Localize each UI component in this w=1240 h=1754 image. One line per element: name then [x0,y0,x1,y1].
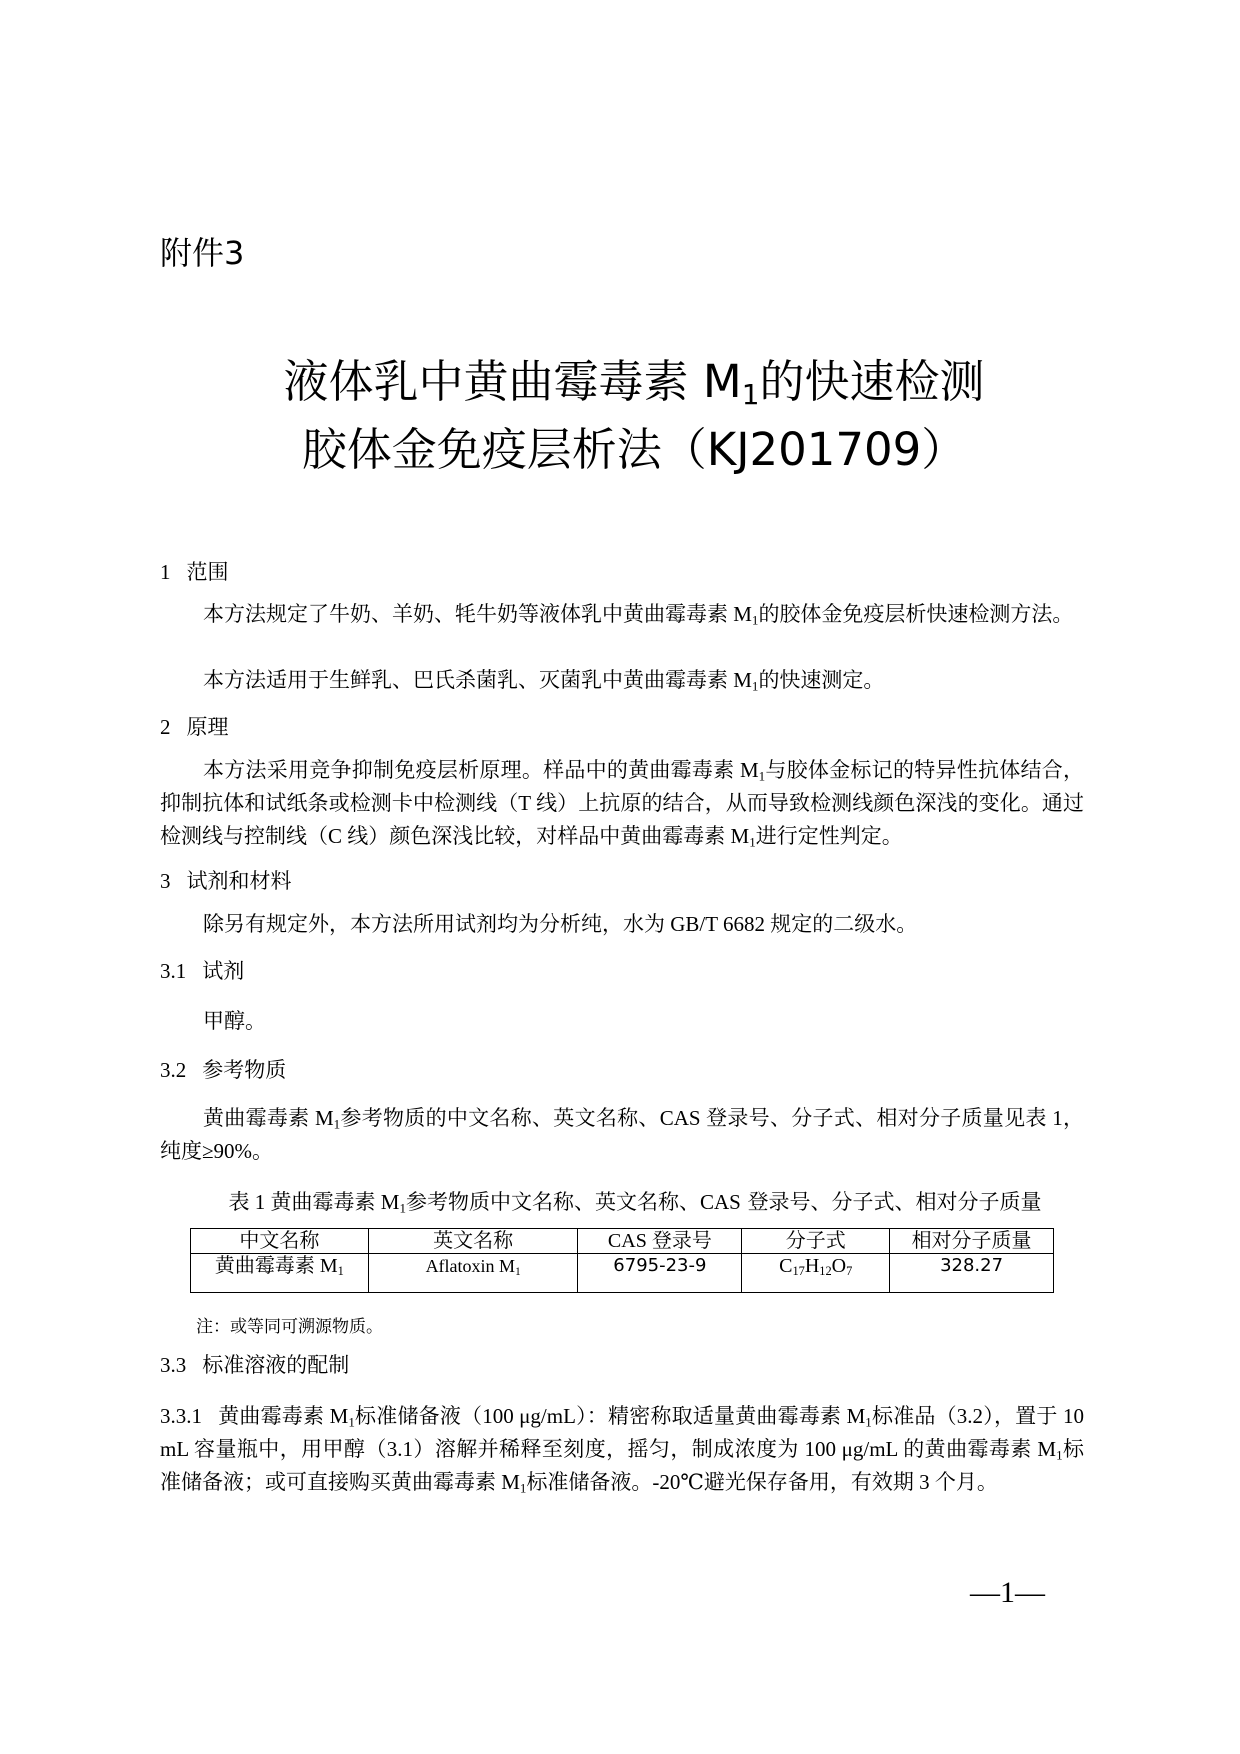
section-heading-3-2: 3.2 参考物质 [160,1058,287,1082]
table-header-cell: 英文名称 [368,1229,578,1254]
attachment-label: 附件3 [160,234,245,272]
section-3-2-paragraph: 黄曲霉毒素 $M_1$参考物质的中文名称、英文名称、CAS 登录号、分子式、相对分子质量见表 1，纯度≥90%。 [160,1106,1084,1163]
table-header-cell: 分子式 [742,1229,890,1254]
section-3-1-paragraph: 甲醇。 [203,1009,266,1033]
section-heading-3-1: 3.1 试剂 [160,959,245,983]
cell-formula: $C_{17}H_{12}O_7$ [742,1254,890,1293]
section-heading-2: 2 原理 [160,715,229,739]
section-2-paragraph-1: 本方法采用竞争抑制免疫层析原理。样品中的黄曲霉毒素 $M_1$与胶体金标记的特异性抗体结合，抑制抗体和试纸条或检测卡中检测线（T 线）上抗原的结合，从而导致检测线颜色深浅的变化。通过检测线与控制线（C 线）颜色深浅比较，对样品中黄曲霉毒素 $M_1$进行定性判定。 [160,758,1085,850]
cell-molecular-mass: 328.27 [890,1254,1054,1293]
cell-chinese-name: 黄曲霉毒素 $M_1$ [191,1254,369,1293]
table-note: 注：或等同可溯源物质。 [196,1317,383,1336]
cell-cas-number: 6795-23-9 [578,1254,742,1293]
section-3-3-1-paragraph: 3.3.1 黄曲霉毒素 $M_1$标准储备液（100 μg/mL）：精密称取适量黄曲霉毒素 $M_1$标准品（3.2），置于 10 mL 容量瓶中，用甲醇（3.1）溶解并稀释至刻度，摇匀，制成浓度为 100 μg/mL 的黄曲霉毒素 $M_1$标准储备液；或可直接购买黄曲霉毒素 $M_1$标准储备液。-20℃避光保存备用，有效期 3 个月。 [160,1404,1085,1496]
section-1-paragraph-1: 本方法规定了牛奶、羊奶、牦牛奶等液体乳中黄曲霉毒素 $M_1$的胶体金免疫层析快速检测方法。 [203,602,1074,628]
cell-english-name: Aflatoxin $M_1$ [368,1254,578,1293]
section-heading-3: 3 试剂和材料 [160,869,292,893]
document-title-line2: 胶体金免疫层析法（KJ201709） [301,423,967,476]
document-title-line1: 液体乳中黄曲霉毒素 $M_1$的快速检测 [283,355,985,411]
table-header-cell: CAS 登录号 [578,1229,742,1254]
section-heading-3-3: 3.3 标准溶液的配制 [160,1353,350,1377]
reference-material-table [190,1228,1054,1293]
section-3-paragraph-1: 除另有规定外，本方法所用试剂均为分析纯，水为 GB/T 6682 规定的二级水。 [203,912,918,936]
table-header-cell: 中文名称 [191,1229,369,1254]
table-header-cell: 相对分子质量 [890,1229,1054,1254]
page-number: —1— [970,1576,1045,1609]
table-header-row [191,1229,1054,1254]
section-heading-1: 1 范围 [160,560,229,584]
table-row [191,1254,1054,1293]
table-caption: 表 1 黄曲霉毒素 $M_1$参考物质中文名称、英文名称、CAS 登录号、分子式、相对分子质量 [228,1190,1042,1216]
section-1-paragraph-2: 本方法适用于生鲜乳、巴氏杀菌乳、灭菌乳中黄曲霉毒素 $M_1$的快速测定。 [203,668,885,694]
